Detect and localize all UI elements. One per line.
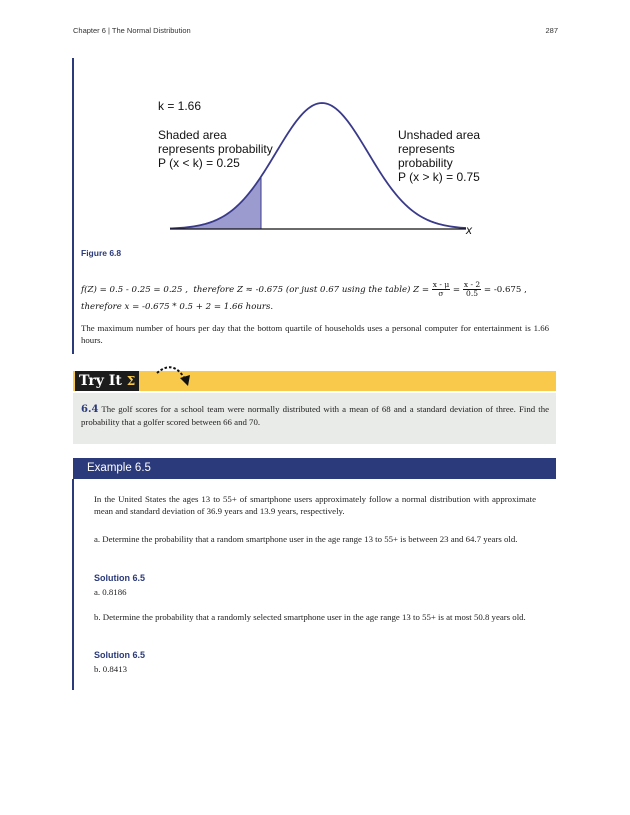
try-it-banner bbox=[73, 371, 556, 391]
fraction-x-mu-sigma: $\frac{x - \mu}{\sigma}$ bbox=[432, 280, 450, 298]
page-number: 287 bbox=[545, 26, 558, 35]
equation-line-2: therefore x = -0.675 * 0.5 + 2 = 1.66 hours. bbox=[81, 302, 274, 312]
try-it-label: Try It Σ bbox=[75, 371, 139, 391]
curved-arrow-icon bbox=[155, 363, 195, 391]
left-annotation-1: Shaded area bbox=[158, 128, 227, 142]
solution-b-answer: b. 0.8413 bbox=[94, 664, 127, 674]
running-header: Chapter 6 | The Normal Distribution bbox=[73, 26, 191, 35]
figure-caption: Figure 6.8 bbox=[81, 248, 122, 258]
exercise-number: 6.4 bbox=[81, 404, 99, 415]
solution-a-answer: a. 0.8186 bbox=[94, 587, 127, 597]
try-it-exercise bbox=[73, 393, 556, 444]
example-part-b: b. Determine the probability that a randomly selected smartphone user in the age range 13 to 55+ is at most 50.8 years old. bbox=[94, 612, 526, 622]
example-intro: In the United States the ages 13 to 55+ of smartphone users approximately follow a normal distribution with approximate mean and standard deviation of 36.9 years and 13.9 years, respectively. bbox=[94, 494, 536, 516]
example-title: Example 6.5 bbox=[87, 462, 151, 474]
try-it-text: 6.4 The golf scores for a school team were normally distributed with a mean of 68 and a standard deviation of three. Find the probability that a golfer scored between 66 and 70. bbox=[81, 404, 550, 427]
equation-line-1: f(Z) = 0.5 - 0.25 = 0.25 , therefore Z ≈ -0.675 (or just 0.67 using the table) Z = $\frac{x - \mu}{\sigma}$ = $\frac{x - 2}{0.5}$ = -0.675 , bbox=[81, 280, 527, 298]
eq-therefore-z: therefore Z ≈ -0.675 (or just 0.67 using the table) Z = bbox=[193, 285, 430, 295]
left-annotation-3: P (x < k) = 0.25 bbox=[158, 156, 240, 170]
example-part-a: a. Determine the probability that a random smartphone user in the age range 13 to 55+ is between 23 and 64.7 years old. bbox=[94, 534, 518, 544]
example-header bbox=[73, 458, 556, 479]
eq-fz: f(Z) = 0.5 - 0.25 = 0.25 , bbox=[81, 285, 188, 295]
right-annotation-2: represents bbox=[398, 142, 455, 156]
left-annotation-2: represents probability bbox=[158, 142, 273, 156]
section-rule bbox=[72, 58, 74, 354]
conclusion-paragraph: The maximum number of hours per day that the bottom quartile of households uses a personal computer for entertainment is 1.66 hours. bbox=[81, 323, 549, 345]
fraction-x-2-over-half: $\frac{x - 2}{0.5}$ bbox=[463, 280, 481, 298]
solution-b-heading: Solution 6.5 bbox=[94, 650, 146, 660]
right-annotation-4: P (x > k) = 0.75 bbox=[398, 170, 480, 184]
solution-a-heading: Solution 6.5 bbox=[94, 573, 146, 583]
sigma-icon: Σ bbox=[126, 374, 136, 388]
k-label: k = 1.66 bbox=[158, 99, 202, 113]
example-rule bbox=[72, 479, 74, 690]
x-axis-label: x bbox=[466, 223, 472, 237]
eq-result: = -0.675 , bbox=[483, 285, 527, 295]
right-annotation-1: Unshaded area bbox=[398, 128, 481, 142]
right-annotation-3: probability bbox=[398, 156, 453, 170]
